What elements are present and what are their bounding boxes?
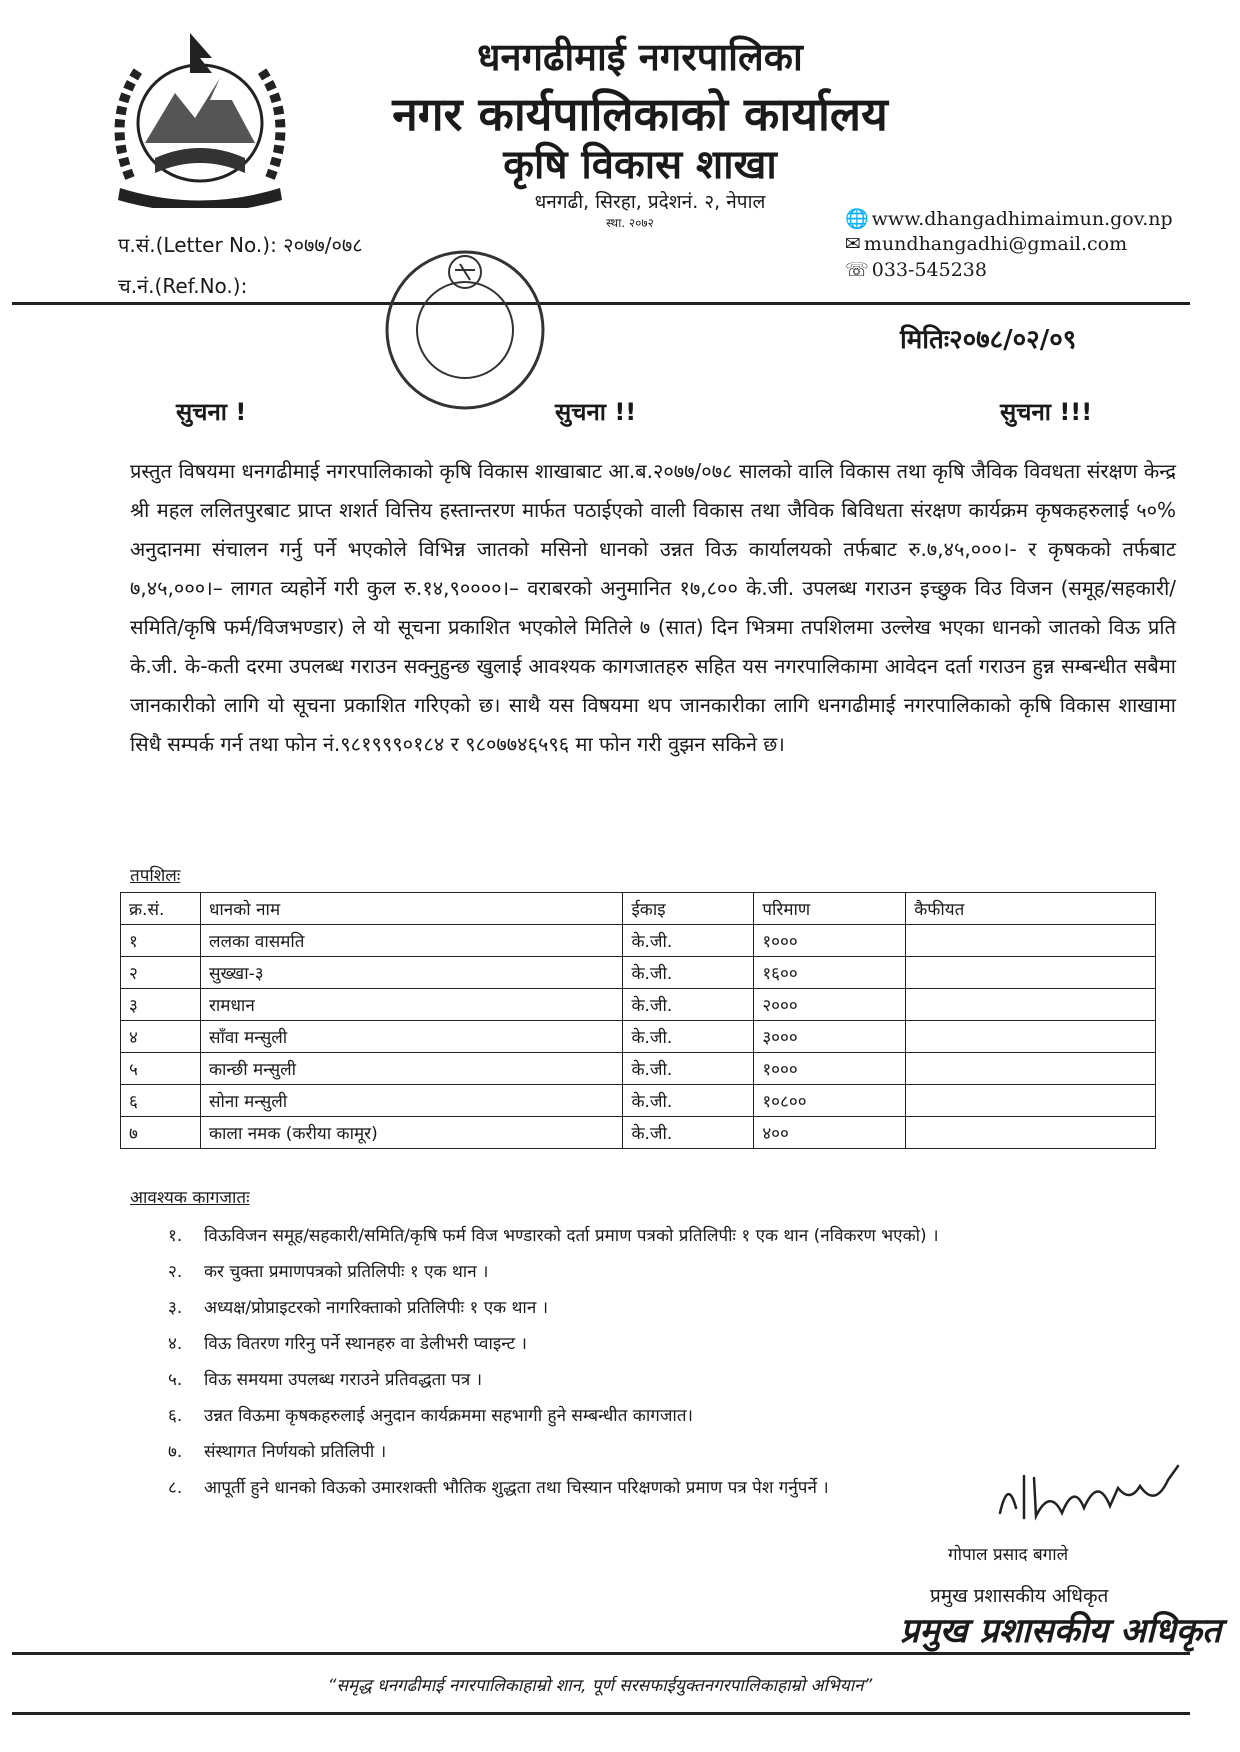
notice-heading-right: सुचना !!!	[1000, 398, 1093, 426]
designation-stamp: प्रमुख प्रशासकीय अधिकृत	[900, 1611, 1222, 1651]
column-header-serial: क्र.सं.	[121, 893, 201, 925]
website-link[interactable]: www.dhangadhimaimun.gov.np	[871, 208, 1173, 230]
variety-cell: सोना मन्सुली	[200, 1085, 623, 1117]
signatory-name: गोपाल प्रसाद बगाले	[948, 1545, 1069, 1565]
column-header-unit: ईकाइ	[623, 893, 754, 925]
required-documents-heading: आवश्यक कागजातः	[130, 1188, 250, 1208]
remarks-cell	[906, 989, 1156, 1021]
variety-cell: ललका वासमति	[200, 925, 623, 957]
list-item: ८. आपूर्ती हुने धानको विऊको उमारशक्ती भौतिक शुद्धता तथा चिस्यान परिक्षणको प्रमाण पत्र पेश गर्नुपर्ने ।	[168, 1478, 829, 1498]
remarks-cell	[906, 1085, 1156, 1117]
serial-cell: १	[121, 925, 201, 957]
handwritten-signature	[990, 1458, 1200, 1538]
notice-heading-left: सुचना !	[176, 398, 247, 426]
table-row	[121, 1021, 1156, 1053]
mail-icon: ✉	[845, 233, 861, 255]
nepal-emblem-logo	[100, 28, 300, 208]
website-line	[845, 207, 1173, 230]
list-item: १. विऊविजन समूह/सहकारी/समिति/कृषि फर्म विज भण्डारको दर्ता प्रमाण पत्रको प्रतिलिपीः १ एक थान (नविकरण भएको) ।	[168, 1226, 939, 1246]
serial-cell: ७	[121, 1117, 201, 1149]
list-item: ७. संस्थागत निर्णयको प्रतिलिपी ।	[168, 1442, 387, 1462]
ref-number-label: च.नं.(Ref.No.):	[118, 274, 248, 298]
letter-number	[118, 231, 363, 258]
unit-cell: के.जी.	[623, 1053, 754, 1085]
municipality-name: धनगढीमाई नगरपालिका	[477, 35, 803, 79]
phone-number: 033-545238	[871, 259, 987, 281]
column-header-remarks: कैफीयत	[906, 893, 1156, 925]
established-year: स्था. २०७२	[606, 216, 654, 230]
table-row	[121, 1053, 1156, 1085]
remarks-cell	[906, 1053, 1156, 1085]
issue-date: मितिः२०७८/०२/०९	[900, 325, 1077, 355]
quantity-cell: १०००	[754, 1053, 906, 1085]
column-header-quantity: परिमाण	[754, 893, 906, 925]
remarks-cell	[906, 1021, 1156, 1053]
globe-icon: 🌐	[845, 208, 869, 230]
rice-variety-table	[120, 892, 1156, 1149]
footer-slogan: “समृद्ध धनगढीमाई नगरपालिकाहाम्रो शान, पूर्ण सरसफाईयुक्तनगरपालिकाहाम्रो अभियान”	[327, 1676, 873, 1696]
table-row	[121, 989, 1156, 1021]
footer-rule-top	[12, 1652, 1190, 1655]
variety-cell: सुख्खा-३	[200, 957, 623, 989]
required-documents-list	[168, 1218, 939, 1506]
quantity-cell: १०००	[754, 925, 906, 957]
signatory-title: प्रमुख प्रशासकीय अधिकृत	[930, 1585, 1109, 1607]
list-item: २. कर चुक्ता प्रमाणपत्रको प्रतिलिपीः १ एक थान ।	[168, 1262, 489, 1282]
unit-cell: के.जी.	[623, 925, 754, 957]
variety-cell: कान्छी मन्सुली	[200, 1053, 623, 1085]
remarks-cell	[906, 1117, 1156, 1149]
email-line	[845, 233, 1127, 255]
details-heading: तपशिलः	[130, 866, 181, 886]
quantity-cell: ४००	[754, 1117, 906, 1149]
variety-cell: रामधान	[200, 989, 623, 1021]
quantity-cell: ३०००	[754, 1021, 906, 1053]
email-link[interactable]: mundhangadhi@gmail.com	[863, 233, 1128, 255]
remarks-cell	[906, 925, 1156, 957]
serial-cell: ५	[121, 1053, 201, 1085]
phone-icon: ☏	[845, 259, 869, 281]
quantity-cell: १०८००	[754, 1085, 906, 1117]
branch-name: कृषि विकास शाखा	[503, 142, 777, 188]
serial-cell: ६	[121, 1085, 201, 1117]
variety-cell: साँवा मन्सुली	[200, 1021, 623, 1053]
phone-line	[845, 259, 987, 281]
list-item: ३. अध्यक्ष/प्रोप्राइटरको नागरिक्ताको प्रतिलिपीः १ एक थान ।	[168, 1298, 549, 1318]
header-rule	[12, 302, 1190, 305]
table-row	[121, 957, 1156, 989]
quantity-cell: १६००	[754, 957, 906, 989]
unit-cell: के.जी.	[623, 1117, 754, 1149]
list-item: ४. विऊ वितरण गरिनु पर्ने स्थानहरु वा डेलीभरी प्वाइन्ट ।	[168, 1334, 527, 1354]
remarks-cell	[906, 957, 1156, 989]
unit-cell: के.जी.	[623, 989, 754, 1021]
letter-number-value: २०७७/०७८	[283, 233, 363, 257]
unit-cell: के.जी.	[623, 1085, 754, 1117]
table-row	[121, 925, 1156, 957]
footer-rule-bottom	[12, 1712, 1190, 1715]
notice-heading-center: सुचना !!	[555, 398, 637, 426]
office-seal-stamp	[365, 250, 565, 420]
letter-number-label: प.सं.(Letter No.):	[118, 233, 277, 257]
table-row	[121, 1117, 1156, 1149]
list-item: ६. उन्नत विऊमा कृषकहरुलाई अनुदान कार्यक्रममा सहभागी हुने सम्बन्धीत कागजात।	[168, 1406, 693, 1426]
column-header-variety: धानको नाम	[200, 893, 623, 925]
table-row	[121, 1085, 1156, 1117]
quantity-cell: २०००	[754, 989, 906, 1021]
unit-cell: के.जी.	[623, 1021, 754, 1053]
office-name: नगर कार्यपालिकाको कार्यालय	[392, 87, 888, 141]
list-item: ५. विऊ समयमा उपलब्ध गराउने प्रतिवद्धता पत्र ।	[168, 1370, 483, 1390]
serial-cell: ३	[121, 989, 201, 1021]
serial-cell: ४	[121, 1021, 201, 1053]
notice-body-paragraph: प्रस्तुत विषयमा धनगढीमाई नगरपालिकाको कृषि विकास शाखाबाट आ.ब.२०७७/०७८ सालको वालि विकास तथा कृषि जैविक विवधता संरक्षण केन्द्र श्री महल ललितपुरबाट प्राप्त शशर्त वित्तिय हस्तान्तरण मार्फत पठाईएको वाली विकास तथा जैविक बिविधता संरक्षण कार्यक्रम कृषकहरुलाई ५०% अनुदानमा संचालन गर्नु पर्ने भएकोले विभिन्न जातको मसिनो धानको उन्नत विऊ कार्यालयको तर्फबाट रु.७,४५,०००।- र कृषकको तर्फबाट ७,४५,०००।– लागत व्यहोर्ने गरी कुल रु.१४,९००००।– वराबरको अनुमानित १७,८०० के.जी. उपलब्ध गराउन इच्छुक विउ विजन (समूह/सहकारी/समिति/कृषि फर्म/विजभण्डार) ले यो सूचना प्रकाशित भएकोले मितिले ७ (सात) दिन भित्रमा तपशिलमा उल्लेख भएका धानको जातको विऊ प्रति के.जी. के-कती दरमा उपलब्ध गराउन सक्नुहुन्छ खुलाई आवश्यक कागजातहरु सहित यस नगरपालिकामा आवेदन दर्ता गराउन हुन्न सम्बन्धीत सबैमा जानकारीको लागि यो सूचना प्रकाशित गरिएको छ। साथै यस विषयमा थप जानकारीका लागि धनगढीमाई नगरपालिकाको कृषि विकास शाखामा सिधै सम्पर्क गर्न तथा फोन नं.९८१९९९०१८४ र ९८०७७४६५९६ मा फोन गरी वुझन सकिने छ।	[130, 459, 1176, 756]
table-header-row	[121, 893, 1156, 925]
office-address: धनगढी, सिरहा, प्रदेशनं. २, नेपाल	[534, 191, 766, 213]
variety-cell: काला नमक (करीया कामूर)	[200, 1117, 623, 1149]
unit-cell: के.जी.	[623, 957, 754, 989]
serial-cell: २	[121, 957, 201, 989]
